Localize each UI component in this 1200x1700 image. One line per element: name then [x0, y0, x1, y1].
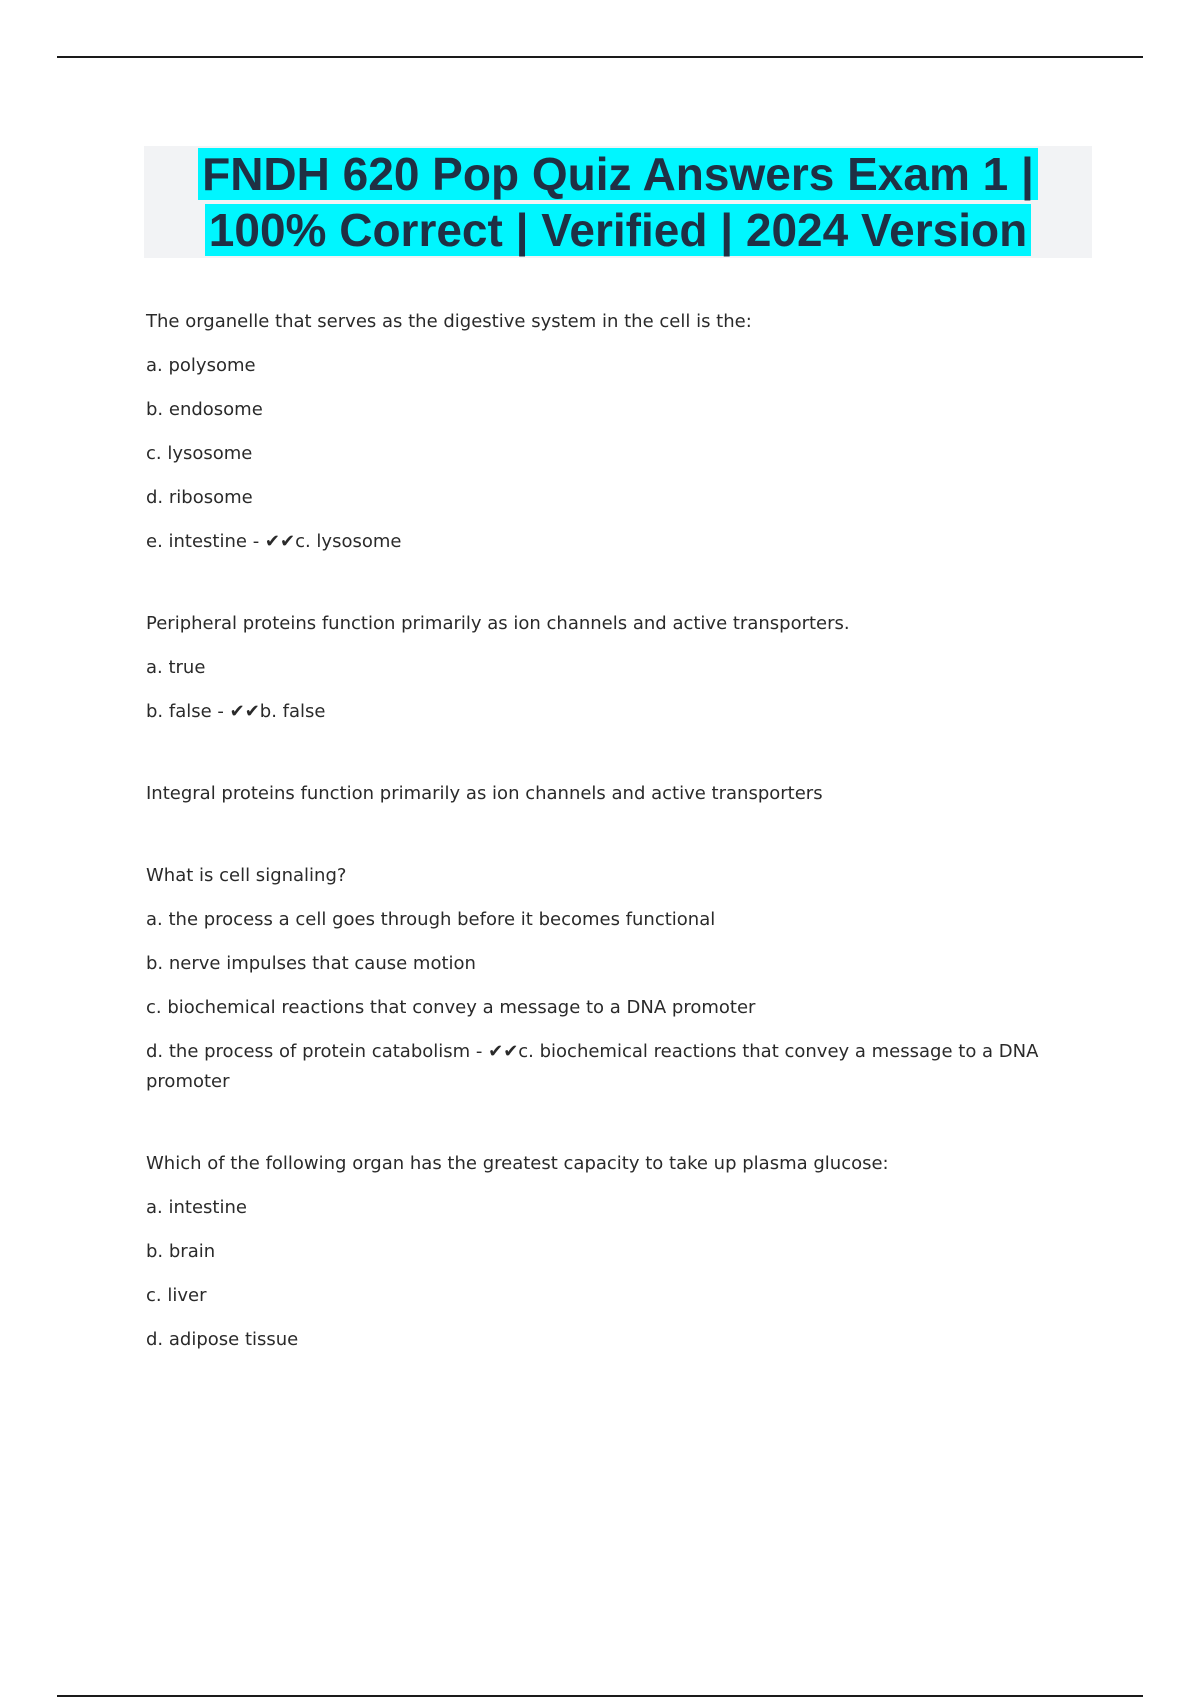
answer-option: a. true [146, 657, 206, 678]
question-block [146, 602, 1066, 734]
question-prompt: Which of the following organ has the greatest capacity to take up plasma glucose: [146, 1153, 889, 1174]
title-line-1: FNDH 620 Pop Quiz Answers Exam 1 | [198, 148, 1038, 200]
question-prompt: Peripheral proteins function primarily as ion channels and active transporters. [146, 613, 850, 634]
answer-option: d. ribosome [146, 487, 253, 508]
question-block [146, 854, 1066, 1104]
quiz-content [146, 300, 1066, 1362]
answer-option: b. brain [146, 1241, 216, 1262]
answer-option: b. endosome [146, 399, 263, 420]
answer-option: c. lysosome [146, 443, 253, 464]
question-block [146, 1142, 1066, 1362]
title-line-2: 100% Correct | Verified | 2024 Version [205, 204, 1031, 256]
answer-option: a. the process a cell goes through before it becomes functional [146, 909, 716, 930]
answer-option: c. biochemical reactions that convey a message to a DNA promoter [146, 997, 756, 1018]
question-block [146, 772, 1066, 816]
answer-option: c. liver [146, 1285, 207, 1306]
answer-option-with-key: e. intestine - ✔✔c. lysosome [146, 531, 402, 552]
question-prompt: Integral proteins function primarily as ion channels and active transporters [146, 783, 823, 804]
bottom-rule [57, 1695, 1143, 1697]
answer-option: a. polysome [146, 355, 256, 376]
question-prompt: The organelle that serves as the digestive system in the cell is the: [146, 311, 752, 332]
answer-option-with-key: b. false - ✔✔b. false [146, 701, 326, 722]
question-block [146, 300, 1066, 564]
answer-option: b. nerve impulses that cause motion [146, 953, 476, 974]
answer-option-with-key: d. the process of protein catabolism - ✔✔c. biochemical reactions that convey a message to a DNA promoter [146, 1041, 1039, 1092]
answer-option: d. adipose tissue [146, 1329, 299, 1350]
top-rule [57, 56, 1143, 58]
document-title [144, 146, 1092, 258]
answer-option: a. intestine [146, 1197, 247, 1218]
question-prompt: What is cell signaling? [146, 865, 347, 886]
